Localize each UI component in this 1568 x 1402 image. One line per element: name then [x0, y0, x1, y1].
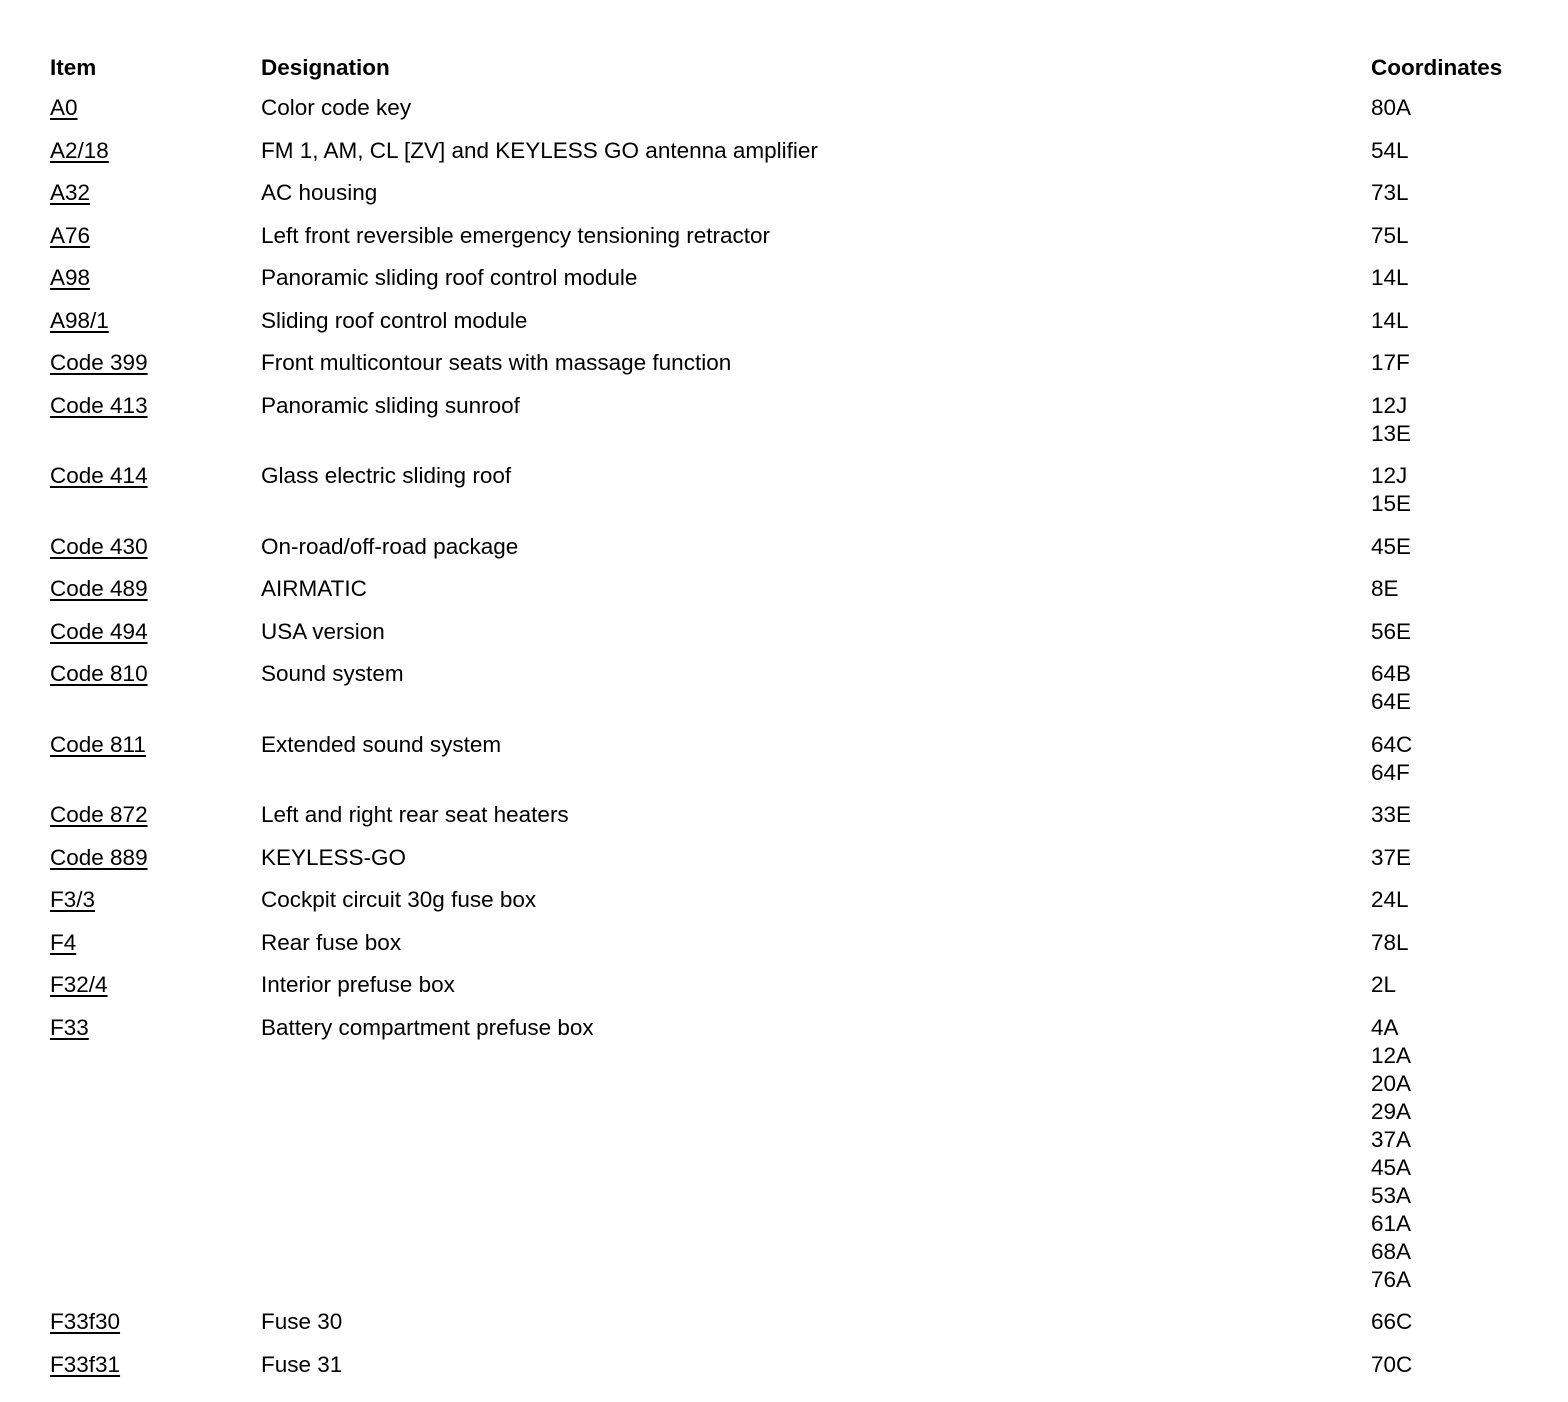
coordinate-value: 68A	[1371, 1238, 1412, 1264]
coordinate-value: 80A	[1371, 95, 1412, 120]
coordinates-cell	[1371, 971, 1530, 999]
coordinates-cell	[1371, 392, 1530, 448]
item-link[interactable]: Code 489	[50, 576, 148, 601]
designation-cell: Front multicontour seats with massage function	[261, 350, 732, 375]
coordinates-cell	[1371, 264, 1530, 292]
coordinate-value: 13E	[1371, 420, 1412, 446]
table-row	[50, 455, 1530, 526]
item-cell	[50, 392, 261, 420]
table-header	[50, 51, 1530, 87]
item-cell	[50, 1014, 261, 1042]
item-cell	[50, 886, 261, 914]
item-link[interactable]: A76	[50, 222, 91, 248]
designation-cell: KEYLESS-GO	[261, 844, 407, 870]
coordinates-cell	[1371, 1014, 1530, 1294]
coordinates-cell	[1371, 618, 1530, 646]
coordinates-cell	[1371, 660, 1530, 716]
coordinate-value: 64B	[1371, 661, 1412, 686]
item-cell	[50, 731, 261, 759]
coordinate-value: 56E	[1371, 618, 1412, 644]
designation-cell: Glass electric sliding roof	[261, 463, 512, 488]
coordinate-value: 8E	[1371, 576, 1399, 601]
table-row	[50, 724, 1530, 795]
designation-cell: Battery compartment prefuse box	[261, 1014, 594, 1040]
designation-cell: Sliding roof control module	[261, 307, 528, 333]
coordinate-value: 70C	[1371, 1351, 1413, 1377]
coordinate-value: 75L	[1371, 222, 1409, 248]
table-row	[50, 1007, 1530, 1302]
table-row	[50, 257, 1530, 300]
item-cell	[50, 971, 261, 999]
item-cell	[50, 179, 261, 207]
item-link[interactable]: Code 889	[50, 844, 148, 870]
item-cell	[50, 222, 261, 250]
designation-cell: USA version	[261, 618, 385, 644]
table-row	[50, 611, 1530, 654]
item-link[interactable]: F4	[50, 929, 77, 955]
item-cell	[50, 1308, 261, 1336]
table-row	[50, 87, 1530, 130]
coordinates-cell	[1371, 886, 1530, 914]
designation-cell: Left front reversible emergency tensioning retractor	[261, 222, 770, 248]
item-link[interactable]: Code 872	[50, 802, 148, 827]
coordinate-value: 14L	[1371, 307, 1409, 333]
coordinates-cell	[1371, 307, 1530, 335]
coordinate-value: 53A	[1371, 1182, 1412, 1208]
item-cell	[50, 929, 261, 957]
item-link[interactable]: F33	[50, 1014, 89, 1040]
item-cell	[50, 349, 261, 377]
coordinates-cell	[1371, 844, 1530, 872]
coordinate-value: 37E	[1371, 844, 1412, 870]
designation-cell: Cockpit circuit 30g fuse box	[261, 887, 537, 912]
coordinate-value: 20A	[1371, 1070, 1412, 1096]
coordinate-value: 12J	[1371, 392, 1408, 418]
table-row	[50, 653, 1530, 724]
table-row	[50, 526, 1530, 569]
coordinate-value: 73L	[1371, 180, 1409, 205]
item-cell	[50, 462, 261, 490]
coordinate-value: 64E	[1371, 689, 1412, 714]
designation-cell: Interior prefuse box	[261, 972, 455, 997]
table-row	[50, 300, 1530, 343]
designation-cell: On-road/off-road package	[261, 533, 519, 559]
coordinates-cell	[1371, 349, 1530, 377]
coordinates-cell	[1371, 731, 1530, 787]
coordinates-cell	[1371, 94, 1530, 122]
item-cell	[50, 94, 261, 122]
designation-cell: Panoramic sliding sunroof	[261, 392, 520, 418]
coordinates-cell	[1371, 1308, 1530, 1336]
item-cell	[50, 618, 261, 646]
designation-cell: Color code key	[261, 95, 412, 120]
coordinates-cell	[1371, 533, 1530, 561]
coordinate-value: 4A	[1371, 1014, 1399, 1040]
item-cell	[50, 307, 261, 335]
table-row	[50, 172, 1530, 215]
item-link[interactable]: A98/1	[50, 307, 109, 333]
coordinate-value: 64C	[1371, 731, 1413, 757]
table-row	[50, 568, 1530, 611]
coordinate-value: 17F	[1371, 350, 1410, 375]
designation-cell: Fuse 31	[261, 1351, 343, 1377]
table-row	[50, 922, 1530, 965]
coordinate-value: 12A	[1371, 1042, 1412, 1068]
designation-cell: Extended sound system	[261, 731, 502, 757]
item-link[interactable]: A2/18	[50, 137, 109, 163]
table-row	[50, 879, 1530, 922]
item-link[interactable]: Code 414	[50, 463, 148, 488]
coordinate-value: 15E	[1371, 491, 1412, 516]
item-link[interactable]: F33f30	[50, 1309, 121, 1334]
item-link[interactable]: Code 494	[50, 618, 148, 644]
coordinate-value: 78L	[1371, 929, 1409, 955]
item-link[interactable]: F3/3	[50, 887, 96, 912]
coordinate-value: 14L	[1371, 265, 1409, 290]
coordinates-cell	[1371, 137, 1530, 165]
coordinates-cell	[1371, 222, 1530, 250]
item-link[interactable]: A98	[50, 265, 91, 290]
coordinate-value: 76A	[1371, 1266, 1412, 1292]
coordinate-value: 37A	[1371, 1126, 1412, 1152]
coordinate-value: 33E	[1371, 802, 1412, 827]
coordinates-cell	[1371, 462, 1530, 518]
designation-cell: FM 1, AM, CL [ZV] and KEYLESS GO antenna amplifier	[261, 137, 818, 163]
coordinates-cell	[1371, 179, 1530, 207]
item-cell	[50, 575, 261, 603]
coordinate-value: 64F	[1371, 759, 1410, 785]
coordinate-value: 54L	[1371, 137, 1409, 163]
coordinates-cell	[1371, 1351, 1530, 1379]
item-link[interactable]: Code 399	[50, 350, 148, 375]
table-row	[50, 1344, 1530, 1387]
item-link[interactable]: F33f31	[50, 1351, 121, 1377]
item-link[interactable]: F32/4	[50, 972, 108, 997]
table-row	[50, 837, 1530, 880]
component-legend-table	[50, 51, 1530, 1386]
table-row	[50, 130, 1530, 173]
item-link[interactable]: A0	[50, 95, 78, 120]
item-link[interactable]: Code 810	[50, 661, 148, 686]
item-link[interactable]: Code 811	[50, 731, 146, 757]
coordinates-cell	[1371, 929, 1530, 957]
designation-column-header: Designation	[261, 55, 390, 80]
table-body	[50, 87, 1530, 1386]
item-column-header: Item	[50, 55, 97, 80]
coordinate-value: 66C	[1371, 1309, 1413, 1334]
item-link[interactable]: A32	[50, 180, 91, 205]
item-link[interactable]: Code 430	[50, 533, 148, 559]
table-row	[50, 964, 1530, 1007]
item-cell	[50, 533, 261, 561]
coordinate-value: 61A	[1371, 1210, 1412, 1236]
designation-cell: AC housing	[261, 180, 378, 205]
table-row	[50, 1301, 1530, 1344]
item-link[interactable]: Code 413	[50, 392, 148, 418]
item-cell	[50, 660, 261, 688]
designation-cell: Sound system	[261, 661, 404, 686]
coordinate-value: 45A	[1371, 1154, 1412, 1180]
designation-cell: Panoramic sliding roof control module	[261, 265, 638, 290]
item-cell	[50, 137, 261, 165]
designation-cell: Left and right rear seat heaters	[261, 802, 569, 827]
coordinate-value: 29A	[1371, 1098, 1412, 1124]
table-row	[50, 342, 1530, 385]
designation-cell: AIRMATIC	[261, 576, 367, 601]
coordinates-cell	[1371, 801, 1530, 829]
item-cell	[50, 1351, 261, 1379]
coordinate-value: 24L	[1371, 887, 1409, 912]
coordinates-column-header: Coordinates	[1371, 55, 1503, 80]
coordinate-value: 45E	[1371, 533, 1412, 559]
coordinate-value: 2L	[1371, 972, 1397, 997]
designation-cell: Rear fuse box	[261, 929, 402, 955]
item-cell	[50, 844, 261, 872]
table-row	[50, 794, 1530, 837]
coordinates-cell	[1371, 575, 1530, 603]
item-cell	[50, 801, 261, 829]
coordinate-value: 12J	[1371, 463, 1408, 488]
designation-cell: Fuse 30	[261, 1309, 343, 1334]
table-row	[50, 385, 1530, 456]
table-row	[50, 215, 1530, 258]
item-cell	[50, 264, 261, 292]
